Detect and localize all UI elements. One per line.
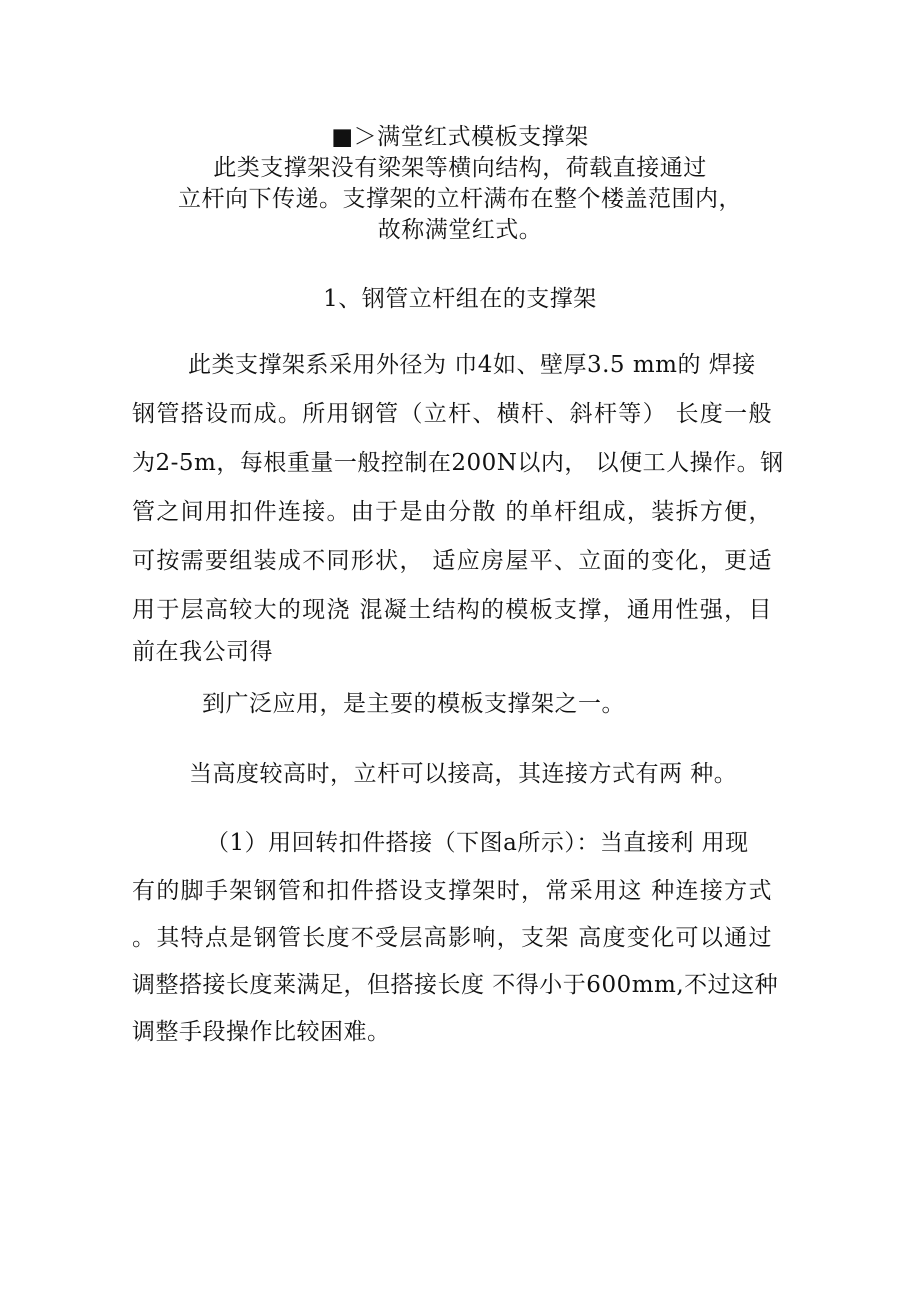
paragraph-continuation: 到广泛应用，是主要的模板支撑架之一。 bbox=[202, 691, 625, 717]
paragraph-line: 调整搭接长度莱满足，但搭接长度 不得小于600mm,不过这种 bbox=[132, 972, 779, 998]
paragraph-line: 此类支撑架系采用外径为 巾4如、壁厚3.5 mm的 焊接 bbox=[188, 352, 756, 378]
heading-title: ■＞满堂红式模板支撑架 bbox=[331, 124, 589, 150]
paragraph-line: 当高度较高时，立杆可以接高，其连接方式有两 种。 bbox=[189, 761, 738, 787]
paragraph-line: 有的脚手架钢管和扣件搭设支撑架时，常采用这 种连接方式 bbox=[132, 878, 772, 904]
paragraph-line: 管之间用扣件连接。由于是由分散 的单杆组成，装拆方便， bbox=[132, 499, 772, 525]
paragraph-line: 用于层高较大的现浇 混凝土结构的模板支撑，通用性强，目 bbox=[132, 597, 772, 623]
paragraph-line: 调整手段操作比较困难。 bbox=[132, 1019, 391, 1045]
paragraph-line: 。其特点是钢管长度不受层高影响，支架 高度变化可以通过 bbox=[132, 925, 772, 951]
paragraph-line: 为2-5m，每根重量一般控制在200N以内， 以便工人操作。钢 bbox=[132, 450, 784, 476]
intro-line: 立杆向下传递。支撑架的立杆满布在整个楼盖范围内， bbox=[178, 186, 742, 212]
paragraph-line: 可按需要组装成不同形状， 适应房屋平、立面的变化，更适 bbox=[132, 548, 772, 574]
paragraph-line: （1）用回转扣件搭接（下图a所示）：当直接利 用现 bbox=[206, 830, 749, 856]
paragraph-line: 钢管搭设而成。所用钢管（立杆、横杆、斜杆等） 长度一般 bbox=[132, 401, 772, 427]
paragraph-line: 前在我公司得 bbox=[132, 639, 273, 665]
intro-line: 故称满堂红式。 bbox=[377, 217, 543, 243]
intro-line: 此类支撑架没有梁架等横向结构，荷载直接通过 bbox=[213, 155, 707, 181]
section-title: 1、钢管立杆组在的支撑架 bbox=[323, 286, 597, 312]
